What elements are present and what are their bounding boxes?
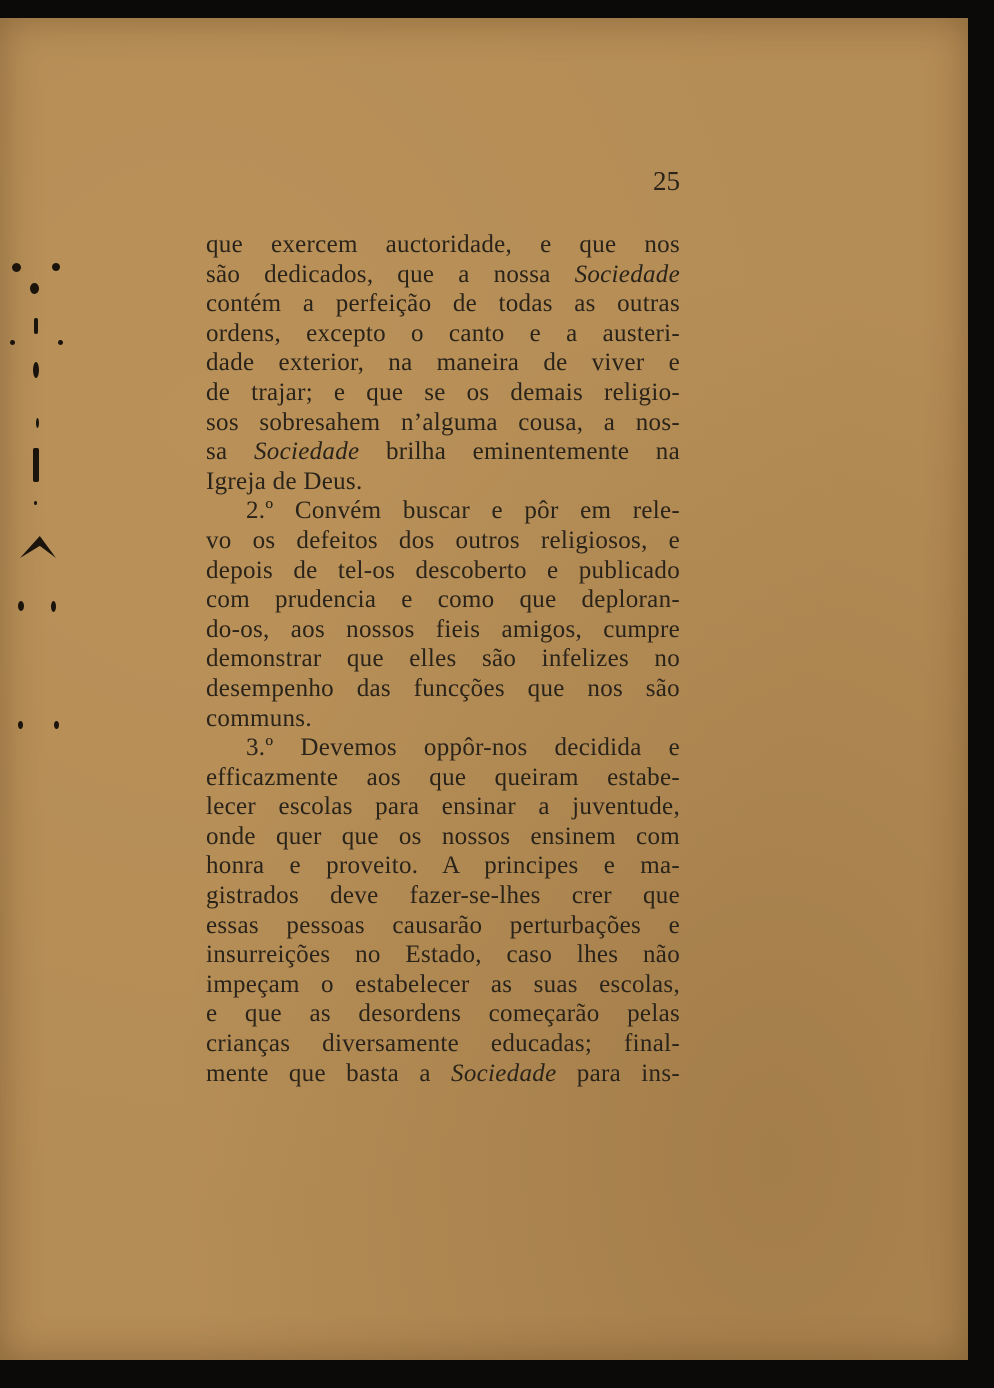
text-segment: sa xyxy=(206,438,254,466)
binding-mark xyxy=(52,263,60,271)
text-line: com prudencia e como que deploran- xyxy=(206,586,680,614)
text-line xyxy=(206,437,680,467)
text-line: essas pessoas causarão perturbações e xyxy=(206,911,680,939)
binding-mark xyxy=(10,340,15,345)
text-line: vo os defeitos dos outros religiosos, e xyxy=(206,526,680,554)
text-line: onde quer que os nossos ensinem com xyxy=(206,822,680,850)
binding-mark xyxy=(54,721,59,729)
text-segment: são dedicados, que a nossa xyxy=(206,260,575,288)
text-line: e que as desordens começarão pelas xyxy=(206,1000,680,1028)
text-line: ordens, excepto o canto e a austeri- xyxy=(206,319,680,347)
binding-mark xyxy=(51,601,56,612)
binding-mark xyxy=(30,283,39,294)
text-line: contém a perfeição de todas as outras xyxy=(206,290,680,318)
text-line: gistrados deve fazer-se-lhes crer que xyxy=(206,882,680,910)
binding-mark xyxy=(33,448,39,482)
text-line: communs. xyxy=(206,704,312,732)
page-number: 25 xyxy=(653,166,680,196)
text-line: efficazmente aos que queiram estabe- xyxy=(206,763,680,791)
text-line xyxy=(206,1059,680,1089)
text-line xyxy=(206,260,680,290)
text-line: crianças diversamente educadas; final- xyxy=(206,1030,680,1058)
text-line: lecer escolas para ensinar a juventude, xyxy=(206,793,680,821)
binding-mark xyxy=(33,362,39,378)
binding-mark xyxy=(34,501,37,505)
text-line: 2.º Convém buscar e pôr em rele- xyxy=(246,497,680,525)
binding-mark xyxy=(18,721,23,729)
text-line: insurreições no Estado, caso lhes não xyxy=(206,941,680,969)
italic-word: Sociedade xyxy=(253,438,360,466)
binding-mark xyxy=(36,418,39,428)
text-segment: para ins- xyxy=(556,1059,680,1087)
text-line: impeçam o estabelecer as suas escolas, xyxy=(206,970,680,998)
text-line: dade exterior, na maneira de viver e xyxy=(206,349,680,377)
binding-marks xyxy=(0,18,80,818)
text-line: desempenho das funcções que nos são xyxy=(206,674,680,702)
text-segment: brilha eminentemente na xyxy=(359,438,680,466)
body-text xyxy=(206,230,680,1088)
text-line: 3.º Devemos oppôr-nos decidida e xyxy=(246,734,680,762)
binding-mark xyxy=(58,340,63,345)
text-line: sos sobresahem n’alguma cousa, a nos- xyxy=(206,408,680,436)
text-segment: mente que basta a xyxy=(206,1059,452,1087)
scan-border xyxy=(0,1360,994,1388)
italic-word: Sociedade xyxy=(451,1059,557,1087)
binding-mark xyxy=(20,536,56,558)
italic-word: Sociedade xyxy=(574,260,680,288)
text-line: demonstrar que elles são infelizes no xyxy=(206,645,680,673)
text-line: depois de tel-os descoberto e publicado xyxy=(206,556,680,584)
text-line: honra e proveito. A principes e ma- xyxy=(206,852,680,880)
binding-mark xyxy=(18,601,24,611)
binding-mark xyxy=(34,318,38,334)
text-line: de trajar; e que se os demais religio- xyxy=(206,378,680,406)
text-line: Igreja de Deus. xyxy=(206,467,363,495)
text-line: do-os, aos nossos fieis amigos, cumpre xyxy=(206,615,680,643)
text-line: que exercem auctoridade, e que nos xyxy=(206,231,680,258)
binding-mark xyxy=(12,263,21,272)
